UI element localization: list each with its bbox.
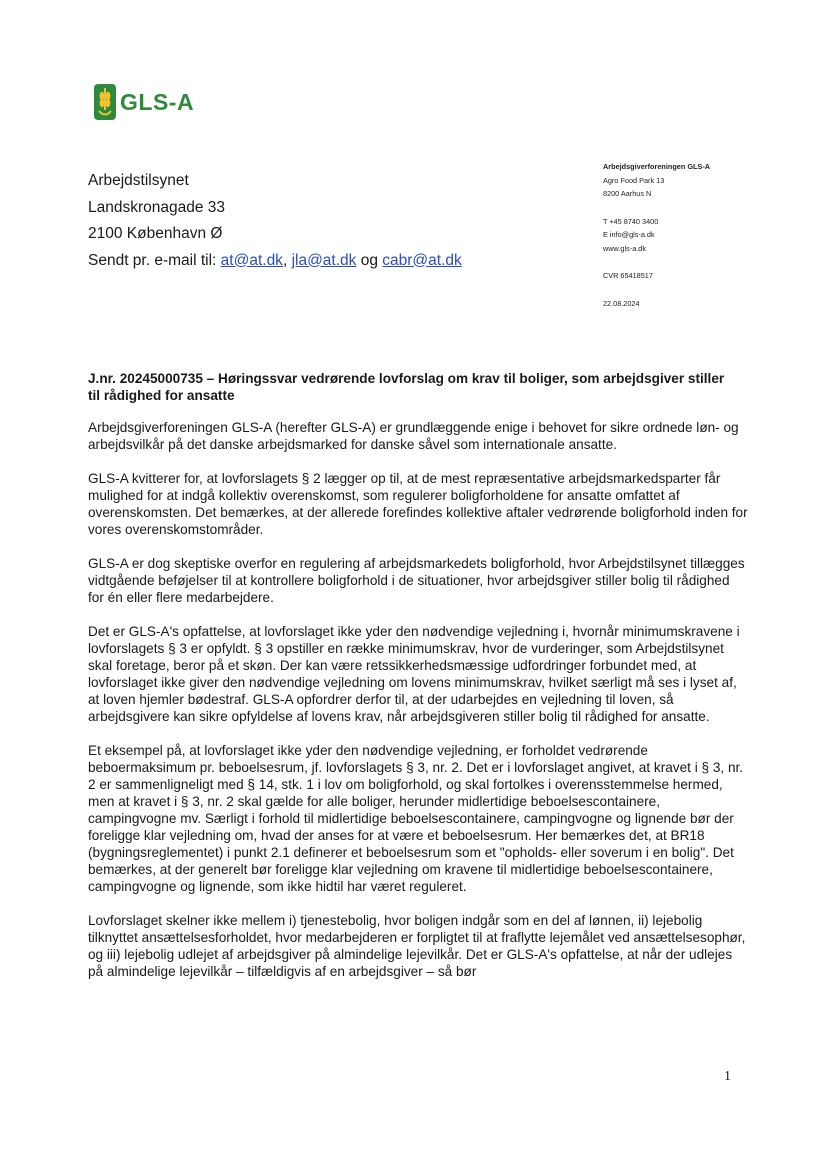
recipient-city: 2100 København Ø — [88, 225, 223, 242]
letter-date: 22.08.2024 — [603, 298, 640, 308]
body-paragraph: GLS-A kvitterer for, at lovforslagets § 2 lægger op til, at de mest repræsentative arbejdsmarkedsparter får mulighed for at indgå kollektiv overenskomst, som regulerer boligforholdene for ansatte omfattet af overenskomsten. Det bemærkes, at der allerede forefindes kollektive aftaler vedrørende boligforhold inden for vores overenskomstområder. — [88, 471, 748, 537]
email-separator: og — [356, 251, 383, 269]
email-link-cabr[interactable]: cabr@at.dk — [382, 251, 462, 269]
body-paragraph: Arbejdsgiverforeningen GLS-A (herefter GLS-A) er grundlæggende enige i behovet for sikre ordnede løn- og arbejdsvilkår på det danske arbejdsmarked for danske såvel som internationale ansatte. — [88, 420, 739, 452]
sender-org: Arbejdsgiverforeningen GLS-A — [603, 162, 711, 171]
sender-city: 8200 Aarhus N — [603, 189, 652, 198]
logo-text: GLS-A — [120, 88, 195, 115]
letter-body — [88, 419, 748, 997]
sender-street: Agro Food Park 13 — [603, 175, 665, 185]
body-paragraph: Lovforslaget skelner ikke mellem i) tjenestebolig, hvor boligen indgår som en del af lønnen, ii) lejebolig tilknyttet ansættelsesforholdet, hvor medarbejderen er forpligtet til at fraflytte lejemålet ved ansættelsesophør, og iii) lejebolig udlejet af arbejdsgiver på almindelige lejevilkår. Det er GLS-A's opfattelse, at når der udlejes på almindelige lejevilkår – tilfældigvis af en arbejdsgiver – så bør — [88, 913, 746, 979]
email-link-jla[interactable]: jla@at.dk — [291, 251, 357, 269]
recipient-address — [88, 168, 462, 274]
sender-info — [603, 160, 710, 310]
letter-subject: J.nr. 20245000735 – Høringssvar vedrørende lovforslag om krav til boliger, som arbejdsgiver stiller til rådighed for ansatte — [88, 371, 725, 403]
body-paragraph: Det er GLS-A's opfattelse, at lovforslaget ikke yder den nødvendige vejledning i, hvornår minimumskravene i lovforslagets § 3 er opfyldt. § 3 opstiller en række minimumskrav, hvor de vurderinger, som Arbejdstilsynet skal foretage, beror på et skøn. Der kan være retssikkerhedsmæssige udfordringer forbundet med, at lovforslaget ikke giver den nødvendige vejledning om lovens minimumskrav, hvilket særligt må ses i lyset af, at loven hjemler bødestraf. GLS-A opfordrer derfor til, at der udarbejdes en vejledning til loven, så arbejdsgivere kan sikre opfyldelse af lovens krav, når arbejdsgiveren stiller bolig til rådighed for ansatte. — [88, 624, 740, 724]
sender-phone: T +45 8740 3400 — [603, 216, 659, 226]
recipient-street: Landskronagade 33 — [88, 198, 226, 216]
recipient-name: Arbejdstilsynet — [88, 172, 189, 189]
sender-web: www.gls-a.dk — [603, 243, 646, 253]
logo-wheat-icon — [94, 84, 116, 120]
email-prefix: Sendt pr. e-mail til: — [88, 251, 221, 269]
recipient-email-line — [88, 248, 462, 275]
page-number: 1 — [724, 1069, 731, 1084]
sender-cvr: CVR 65418517 — [603, 271, 653, 280]
body-paragraph: GLS-A er dog skeptiske overfor en regulering af arbejdsmarkedets boligforhold, hvor Arbejdstilsynet tillægges vidtgående beføjelser til at kontrollere boligforhold i de situationer, hvor arbejdsgiver stiller bolig til rådighed for én eller flere medarbejdere. — [88, 556, 745, 605]
body-paragraph: Et eksempel på, at lovforslaget ikke yder den nødvendige vejledning, er forholdet vedrørende beboermaksimum pr. beboelsesrum, jf. lovforslagets § 3, nr. 2. Det er i lovforslaget angivet, at kravet i § 3, nr. 2 er sammenligneligt med § 14, stk. 1 i lov om boligforhold, og skal fortolkes i overensstemmelse hermed, men at kravet i § 3, nr. 2 skal gælde for alle boliger, herunder midlertidige beboelsescontainere, campingvogne mv. Særligt i forhold til midlertidige beboelsescontainere, campingvogne og lignende bør der foreligge klar vejledning om, hvad der anses for at være et beboelsesrum. Her bemærkes det, at BR18 (bygningsreglementet) i punkt 2.1 definerer et beboelsesrum som et "opholds- eller soverum i en bolig". Det bemærkes, at der generelt bør foreligge klar vejledning om kravene til midlertidige beboelsescontainere, campingvogne og lignende, som ikke hidtil har været reguleret. — [88, 743, 744, 894]
gls-a-logo — [94, 84, 194, 120]
email-separator: , — [282, 251, 292, 269]
sender-email: E info@gls-a.dk — [603, 230, 655, 239]
email-link-at[interactable]: at@at.dk — [220, 251, 283, 269]
